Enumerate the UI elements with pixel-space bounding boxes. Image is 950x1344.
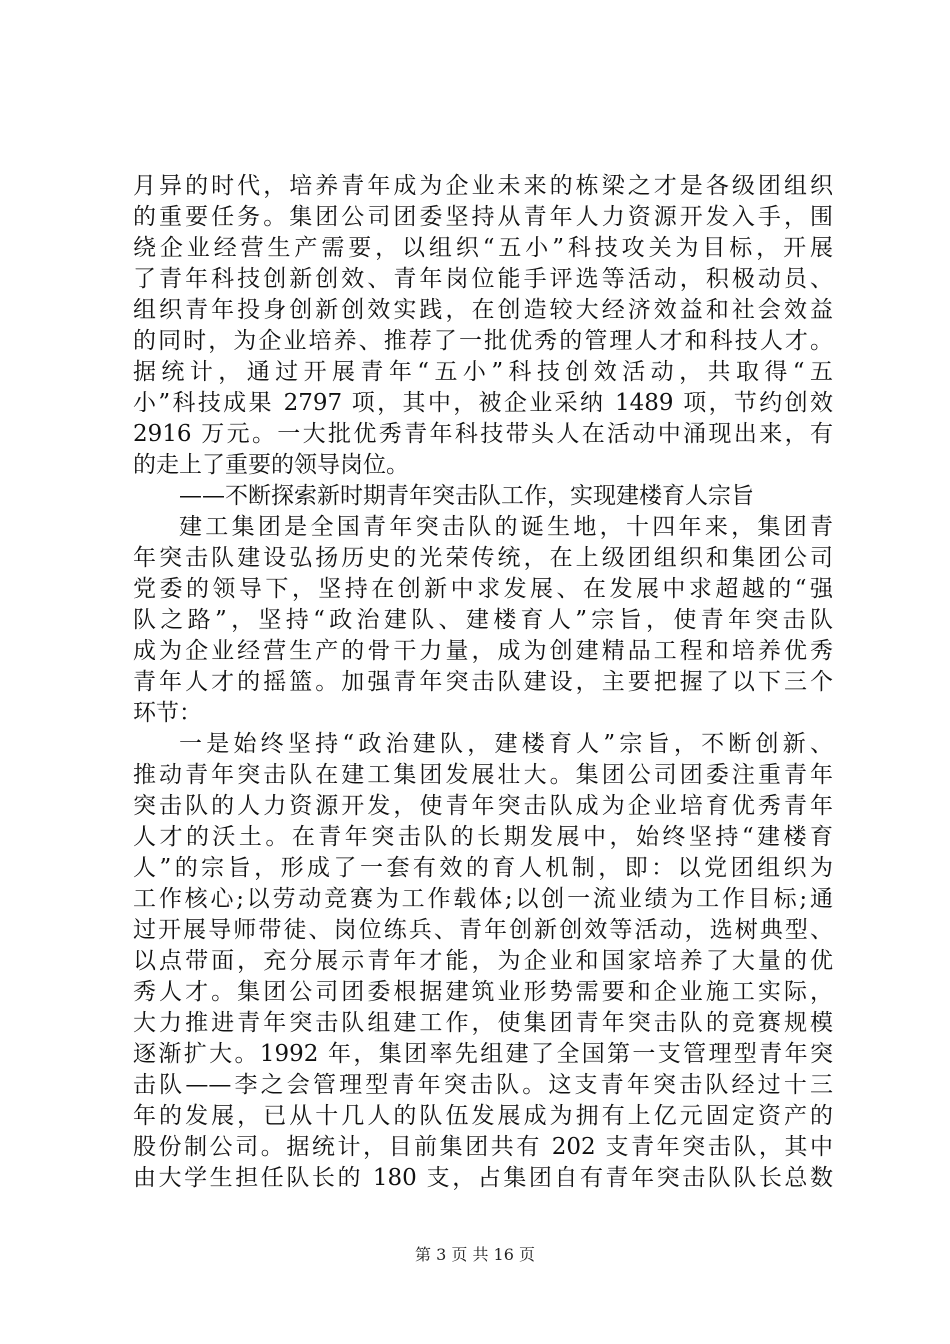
- text-line: 突击队的人力资源开发，使青年突击队成为企业培育优秀青年: [133, 793, 833, 819]
- text-line: 党委的领导下，坚持在创新中求发展、在发展中求超越的“强: [133, 576, 833, 602]
- text-line: 由大学生担任队长的 180 支，占集团自有青年突击队队长总数: [133, 1165, 833, 1191]
- document-body: [133, 171, 833, 1194]
- text-line: 环节：: [133, 700, 202, 726]
- text-line: 的同时，为企业培养、推荐了一批优秀的管理人才和科技人才。: [133, 328, 833, 354]
- text-line: 的重要任务。集团公司团委坚持从青年人力资源开发入手，围: [133, 204, 833, 230]
- text-line: 成为企业经营生产的骨干力量，成为创建精品工程和培养优秀: [133, 638, 833, 664]
- text-line: 据统计，通过开展青年“五小”科技创效活动，共取得“五: [133, 359, 833, 385]
- text-line: 过开展导师带徒、岗位练兵、青年创新创效等活动，选树典型、: [133, 917, 833, 943]
- text-line: 年突击队建设弘扬历史的光荣传统，在上级团组织和集团公司: [133, 545, 833, 571]
- text-line: 队之路”，坚持“政治建队、建楼育人”宗旨，使青年突击队: [133, 607, 833, 633]
- text-line: 人”的宗旨，形成了一套有效的育人机制，即：以党团组织为: [133, 855, 833, 881]
- text-line: 大力推进青年突击队组建工作，使集团青年突击队的竞赛规模: [133, 1010, 833, 1036]
- text-line: 人才的沃土。在青年突击队的长期发展中，始终坚持“建楼育: [133, 824, 833, 850]
- page-footer: 第 3 页 共 16 页: [415, 1245, 535, 1264]
- text-line: 一是始终坚持“政治建队，建楼育人”宗旨，不断创新、: [179, 731, 833, 757]
- text-line: 的走上了重要的领导岗位。: [133, 452, 409, 478]
- text-line: 了青年科技创新创效、青年岗位能手评选等活动，积极动员、: [133, 266, 833, 292]
- text-line: 推动青年突击队在建工集团发展壮大。集团公司团委注重青年: [133, 762, 833, 788]
- text-line: 建工集团是全国青年突击队的诞生地，十四年来，集团青: [179, 514, 833, 540]
- text-line: 秀人才。集团公司团委根据建筑业形势需要和企业施工实际，: [133, 979, 833, 1005]
- text-line: 小”科技成果 2797 项，其中，被企业采纳 1489 项，节约创效: [133, 390, 833, 416]
- text-line: 工作核心;以劳动竞赛为工作载体;以创一流业绩为工作目标;通: [133, 886, 833, 912]
- text-line: 逐渐扩大。1992 年，集团率先组建了全国第一支管理型青年突: [133, 1041, 833, 1067]
- text-line: 击队——李之会管理型青年突击队。这支青年突击队经过十三: [133, 1072, 833, 1098]
- text-line: 以点带面，充分展示青年才能，为企业和国家培养了大量的优: [133, 948, 833, 974]
- text-line: 月异的时代，培养青年成为企业未来的栋梁之才是各级团组织: [133, 173, 833, 199]
- text-line: ——不断探索新时期青年突击队工作，实现建楼育人宗旨: [179, 483, 754, 509]
- text-line: 年的发展，已从十几人的队伍发展成为拥有上亿元固定资产的: [133, 1103, 833, 1129]
- text-line: 组织青年投身创新创效实践，在创造较大经济效益和社会效益: [133, 297, 833, 323]
- text-line: 股份制公司。据统计，目前集团共有 202 支青年突击队，其中: [133, 1134, 833, 1160]
- text-line: 青年人才的摇篮。加强青年突击队建设，主要把握了以下三个: [133, 669, 833, 695]
- text-line: 绕企业经营生产需要，以组织“五小”科技攻关为目标，开展: [133, 235, 833, 261]
- text-line: 2916 万元。一大批优秀青年科技带头人在活动中涌现出来，有: [133, 421, 833, 447]
